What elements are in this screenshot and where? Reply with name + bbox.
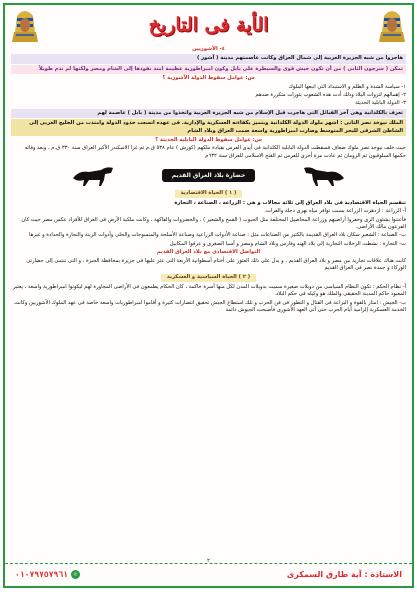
page-number: ٢	[207, 558, 210, 564]
content	[11, 45, 406, 560]
section-heading-economy: ( ١ ) الحياة الاقتصادية	[175, 190, 243, 197]
list-item: فأعتنوا بشئون الرى وحفروا أراضيهم وزراعة المحاصيل المختلفة مثل الحبوب ( القمح والشعير ) ، والخضروات والفاكهة ، وكانت ملكية الأرض فى العراق للأفراد عكس مصر حيث كان الفرعون مالك الأراضى.	[21, 216, 406, 230]
horse-icon	[71, 164, 117, 188]
paragraph-sargon: تمكن ( سرجون الثانى ) من أن تكون جيش قوى والسيطرة على بابل وكون امبراطورية عظيمة امتد نفوذها إلى الشام ومصر ولكنها لم تدم طويلاً	[11, 65, 406, 74]
phone-contact	[15, 570, 80, 579]
pharaoh-bust-icon	[11, 8, 39, 42]
paragraph-economy-intro: تنقسم الحياة الاقتصادية فى بلاد العراق إلى ثلاثة مجالات و هى : الزراعة ، الصناعة ، التجارة	[174, 199, 406, 206]
list-item: ب- الجيش : امتاز بالقوة و البراعة فى القتال و التطور فى فن الحرب و تلك استطاع الجيش تحقيق انتصارات كثيرة و أقاموا امبراطوريات واسعة خاصة فى عهد الملوك الأشوريين وكانت الخدمة العسكرية إلزامية أيام الحرب حتى أتى العهد الآشورى فأصبحت الجيوش دائمة	[14, 299, 406, 313]
list-item: أ- الزراعة : ازدهرت الزراعة بسبب توافر مياه نهرى دجلة والفرات.	[264, 208, 406, 215]
list-item: ٣- الدولة البابلية الحديثة	[355, 100, 406, 107]
list-item: أ- نظام الحكم : تكون النظام السياسى من دويلات صغيرة سميت بدويلات المدن لكل منها أسرة حاكمة ، كان الحكام يطمعون فى الأراضى المجاورة لهم ليكونوا امبراطورية واسعة ، يعتبر المعبود حاكم المدينة الحقيقى والملك هو وكيله فى حكم البلاد.	[12, 283, 406, 298]
pharaoh-bust-icon	[378, 8, 406, 42]
paragraph-trade: كانت هناك علاقات تجارية بين مصر و بلاد العراق القديم ، و يدل على ذلك العثور على أختام أسطوانية الأربعة التى عثر عليها فى جزيرة بمحافظة الجيزة ، و التى تنتمى إلى حضارتى الوركاء و جمدة نصر فى العراق القديم	[26, 257, 406, 271]
section-heading-politics: ( ٢ ) الحياة السياسية و العسكرية	[161, 274, 256, 281]
header	[5, 5, 412, 45]
paragraph-nebuchadnezzar: الملك نبوخذ نصر الثانى : اشهر ملوك الدولة الكلدانية وبتميز بكفاءته العسكرية والإدارية. فى عهده اتسعت حدود الدولة وامتدت من الخليج العربى إلى الشاطئ الشرقى للبحر المتوسط وصارت امبراطورية واسعة ضمت العراق وبلاد الشام	[11, 119, 406, 136]
civilization-banner	[11, 162, 406, 188]
section-heading-assyrians: ٤- الأشوريين	[192, 46, 225, 52]
phone-number: ٠١٠٧٩٧٥٧٩٦١	[15, 569, 68, 579]
list-item: ت- التجارة : نشطت الرحلات التجارية إلى بلاد الهند وفارس وبلاد الشام ومصر و آسيا الصغرى و عرفوا المكاييل	[169, 240, 406, 247]
teacher-name: الاستاذة : آية طارق السمكرى	[286, 569, 402, 579]
page	[3, 3, 414, 588]
section-heading-trade: التواصل الاقتصادى مع بلاد العراق القديم	[156, 249, 261, 256]
paragraph-babylon-fall: حيث خلف نبوخذ نصر ملوك ضعاف فسقطت الدولة البابلية الكلدانية فى أيدى الفرس بقيادة ملكهم (كورش ) عام ٥٣٨ ق.م ثم غزا الاسكندر الأكبر العراق سنة ٣٣٠ ق.م ، وبعد وفاته حكمها السلوقيون ثم الرومان ثم عادت مرة أخرى للفرس ثم الفتح الاسلامى للعراق سنة ٦٣٢م	[24, 145, 406, 159]
page-title: الأية فى التاريخ	[148, 14, 269, 36]
paragraph-assyrians-origin: هاجروا من شبه الجزيرة العربية إلى شمال العراق وكانت عاصمتهم مدينة ( آشور )	[11, 54, 406, 63]
list-item: ١- سياسة الشدة و الظلم و الاستبداد التي اتبعها الملوك	[288, 83, 406, 90]
whatsapp-icon: ✆	[71, 570, 80, 579]
list-item: ب- الصناعة : الشعير سكان بلاد العراق القديمة بالكثير من الصناعات مثل : صناعة الأدوات الزراعية وصناعة الأسلحة والمنسوجات والحلى وأدوات الزينة والتجارة والحدادة و غيرها	[29, 232, 406, 239]
horse-icon	[300, 164, 346, 188]
paragraph-chaldeans: تعرف بالكلدانية وهى آخر القبائل التى هاجرت قبل الإسلام من شبه الجزيرة العربية واتخذوا من مدينة ( بابل ) عاصمة لهم	[11, 109, 406, 118]
question-assyrian-fall: س: عوامل سقوط الدولة الآشورية ؟	[162, 75, 255, 82]
footer	[5, 563, 412, 584]
banner-label: حضارة بلاد العراق القديم	[162, 169, 256, 182]
list-item: ٢- إهمالهم لثروات البلاد وذلك أدت هذه الشعوب بثورات متكررة ضدهم	[255, 92, 406, 99]
question-babylon-fall: س: عوامل سقوط الدولة البابلية الحديثة ؟	[155, 137, 262, 144]
